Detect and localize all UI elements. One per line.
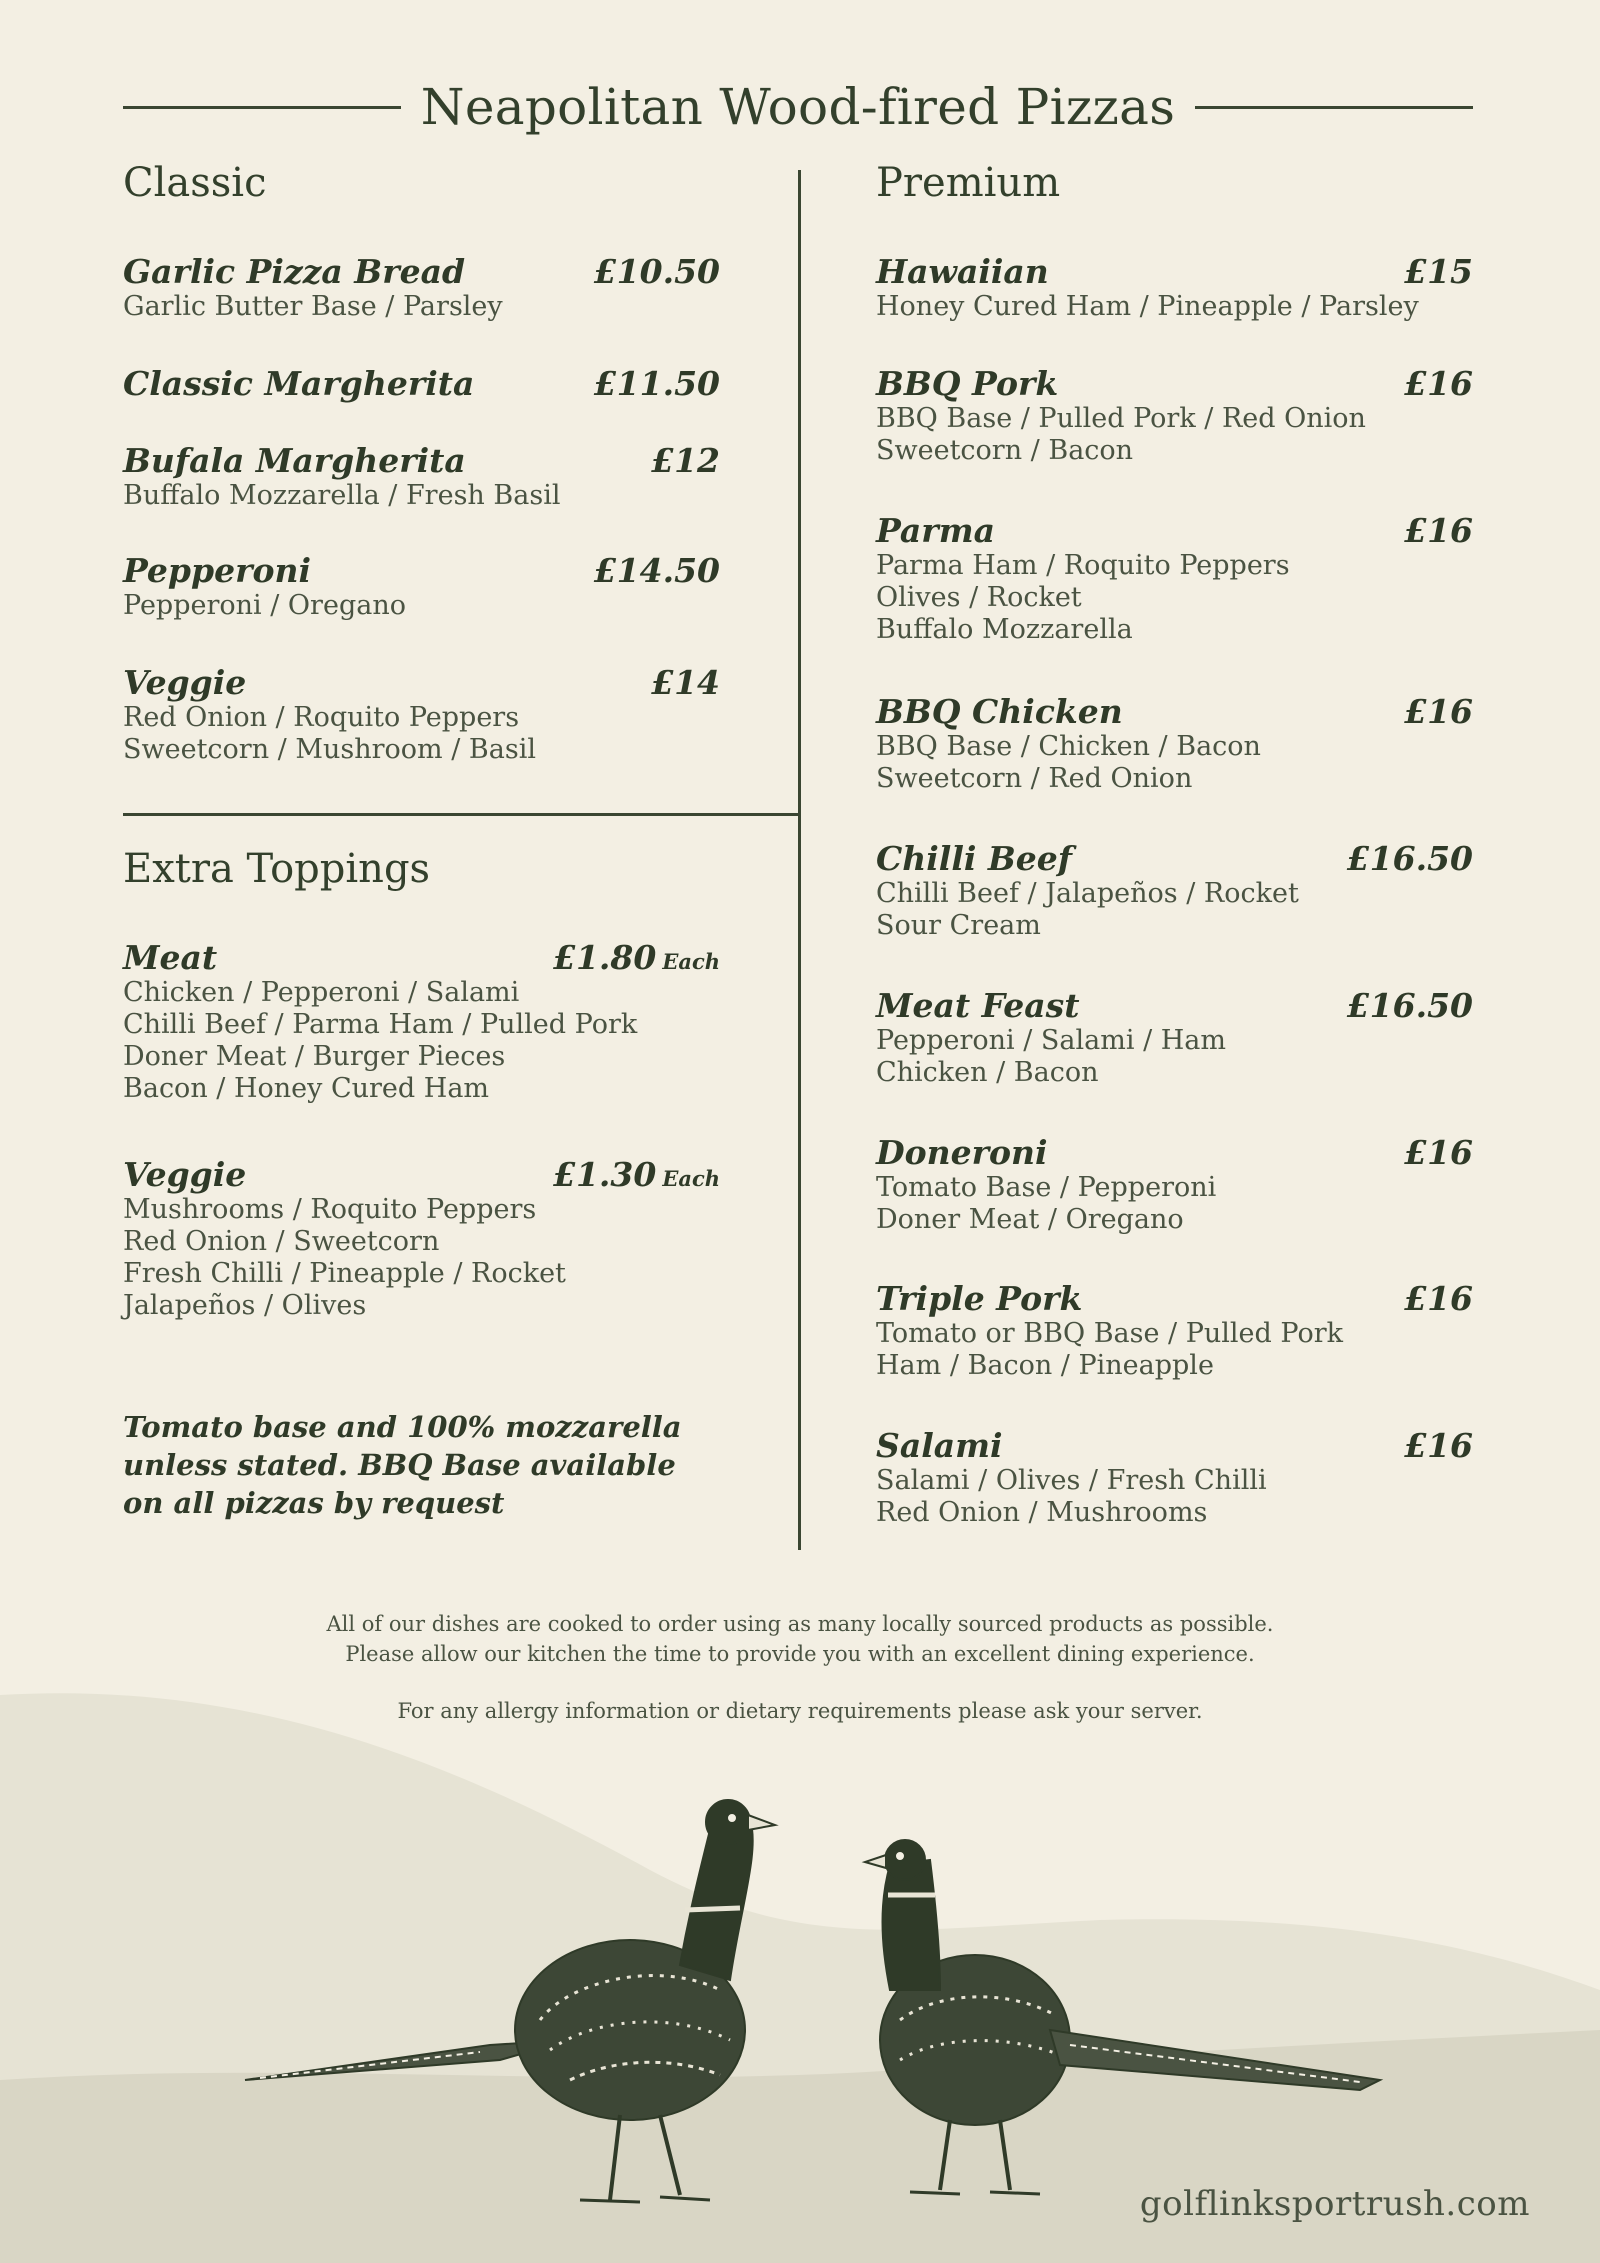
allergy-note: For any allergy information or dietary requirements please ask your server.: [397, 1699, 1203, 1723]
menu-item: [123, 663, 720, 767]
menu-item: [876, 1426, 1473, 1530]
menu-item: [123, 551, 720, 623]
item-name: Triple Pork: [876, 1279, 1083, 1318]
item-name: BBQ Pork: [876, 364, 1059, 403]
item-price: £16: [1404, 1133, 1473, 1172]
footer-line: Please allow our kitchen the time to provide you with an excellent dining experience.: [345, 1642, 1255, 1666]
menu-item: [876, 986, 1473, 1090]
item-price: £12: [651, 441, 720, 480]
item-description: BBQ Base / Pulled Pork / Red Onion: [876, 403, 1366, 434]
item-name: Veggie: [123, 1155, 247, 1194]
column-divider: [798, 170, 801, 1550]
item-name: Pepperoni: [123, 551, 311, 590]
price-unit: Each: [662, 1166, 720, 1191]
item-name: Classic Margherita: [123, 364, 475, 403]
item-description: Salami / Olives / Fresh Chilli: [876, 1465, 1267, 1496]
footer-note: [200, 1609, 1400, 1669]
menu-item: [876, 1133, 1473, 1237]
item-price: £16: [1404, 1426, 1473, 1465]
menu-item: [876, 1279, 1473, 1383]
item-description: Buffalo Mozzarella: [876, 614, 1133, 645]
item-description: Red Onion / Mushrooms: [876, 1497, 1208, 1528]
menu-item: [123, 1155, 720, 1323]
item-description: Chilli Beef / Jalapeños / Rocket: [876, 878, 1299, 909]
price-value: £1.80: [552, 938, 657, 977]
item-description: Garlic Butter Base / Parsley: [123, 291, 503, 322]
item-description: Parma Ham / Roquito Peppers: [876, 550, 1290, 581]
website-link[interactable]: golflinksportrush.com: [1139, 2184, 1530, 2224]
item-price: £10.50: [593, 252, 720, 291]
title-rule-left: [123, 106, 401, 109]
item-name: Hawaiian: [876, 252, 1049, 291]
item-price: £16.50: [1346, 839, 1473, 878]
menu-title-row: [123, 72, 1473, 142]
item-description: Ham / Bacon / Pineapple: [876, 1350, 1214, 1381]
pheasant-pair-icon: [240, 1790, 1390, 2230]
menu-item: [123, 938, 720, 1106]
item-description: Sweetcorn / Red Onion: [876, 763, 1193, 794]
item-name: Salami: [876, 1426, 1003, 1465]
item-name: Veggie: [123, 663, 247, 702]
item-name: Doneroni: [876, 1133, 1048, 1172]
item-price: £16: [1404, 692, 1473, 731]
item-description: Doner Meat / Burger Pieces: [123, 1041, 506, 1072]
menu-item: [876, 364, 1473, 468]
section-heading-premium: Premium: [876, 160, 1061, 206]
item-description: Jalapeños / Olives: [123, 1290, 367, 1321]
section-heading-extras: Extra Toppings: [123, 846, 431, 892]
item-description: Sweetcorn / Bacon: [876, 435, 1134, 466]
item-description: Fresh Chilli / Pineapple / Rocket: [123, 1258, 566, 1289]
menu-item: [876, 692, 1473, 796]
item-price: £16: [1404, 364, 1473, 403]
item-name: Bufala Margherita: [123, 441, 466, 480]
item-description: Tomato or BBQ Base / Pulled Pork: [876, 1318, 1344, 1349]
base-note: Tomato base and 100% mozzarella unless stated. BBQ Base available on all pizzas by request: [123, 1410, 682, 1520]
item-description: Pepperoni / Oregano: [123, 590, 406, 621]
item-description: Doner Meat / Oregano: [876, 1204, 1184, 1235]
item-description: Bacon / Honey Cured Ham: [123, 1073, 490, 1104]
item-price: £11.50: [593, 364, 720, 403]
classic-section: [123, 160, 720, 800]
menu-item: [876, 839, 1473, 943]
item-name: Chilli Beef: [876, 839, 1072, 878]
item-description: Red Onion / Roquito Peppers: [123, 702, 520, 733]
item-description: Chicken / Bacon: [876, 1057, 1099, 1088]
price-unit: Each: [662, 949, 720, 974]
item-description: Pepperoni / Salami / Ham: [876, 1025, 1226, 1056]
menu-item: [123, 364, 720, 404]
footer-line: All of our dishes are cooked to order using as many locally sourced products as possible.: [326, 1612, 1274, 1636]
item-price: [553, 938, 720, 977]
menu-item: [876, 511, 1473, 647]
item-description: Honey Cured Ham / Pineapple / Parsley: [876, 291, 1419, 322]
item-price: £14: [651, 663, 720, 702]
item-description: Buffalo Mozzarella / Fresh Basil: [123, 480, 561, 511]
menu-item: [876, 252, 1473, 324]
item-description: Sour Cream: [876, 910, 1041, 941]
item-price: £16: [1404, 511, 1473, 550]
price-value: £1.30: [552, 1155, 657, 1194]
item-price: [553, 1155, 720, 1194]
page-title: Neapolitan Wood-fired Pizzas: [420, 78, 1176, 136]
item-description: Chilli Beef / Parma Ham / Pulled Pork: [123, 1009, 638, 1040]
menu-item: [123, 252, 720, 324]
item-description: Sweetcorn / Mushroom / Basil: [123, 734, 536, 765]
item-price: £16.50: [1346, 986, 1473, 1025]
title-rule-right: [1195, 106, 1473, 109]
section-divider: [123, 813, 799, 816]
section-heading-classic: Classic: [123, 160, 267, 206]
item-description: Mushrooms / Roquito Peppers: [123, 1194, 537, 1225]
extras-section: [123, 846, 720, 1366]
premium-section: [876, 160, 1473, 1550]
item-price: £15: [1404, 252, 1473, 291]
item-price: £16: [1404, 1279, 1473, 1318]
item-description: BBQ Base / Chicken / Bacon: [876, 731, 1261, 762]
item-price: £14.50: [593, 551, 720, 590]
item-name: Garlic Pizza Bread: [123, 252, 466, 291]
menu-item: [123, 441, 720, 513]
item-description: Chicken / Pepperoni / Salami: [123, 977, 520, 1008]
item-name: BBQ Chicken: [876, 692, 1123, 731]
item-name: Parma: [876, 511, 995, 550]
item-description: Olives / Rocket: [876, 582, 1082, 613]
item-description: Red Onion / Sweetcorn: [123, 1226, 440, 1257]
item-description: Tomato Base / Pepperoni: [876, 1172, 1217, 1203]
item-name: Meat: [123, 938, 218, 977]
item-name: Meat Feast: [876, 986, 1080, 1025]
